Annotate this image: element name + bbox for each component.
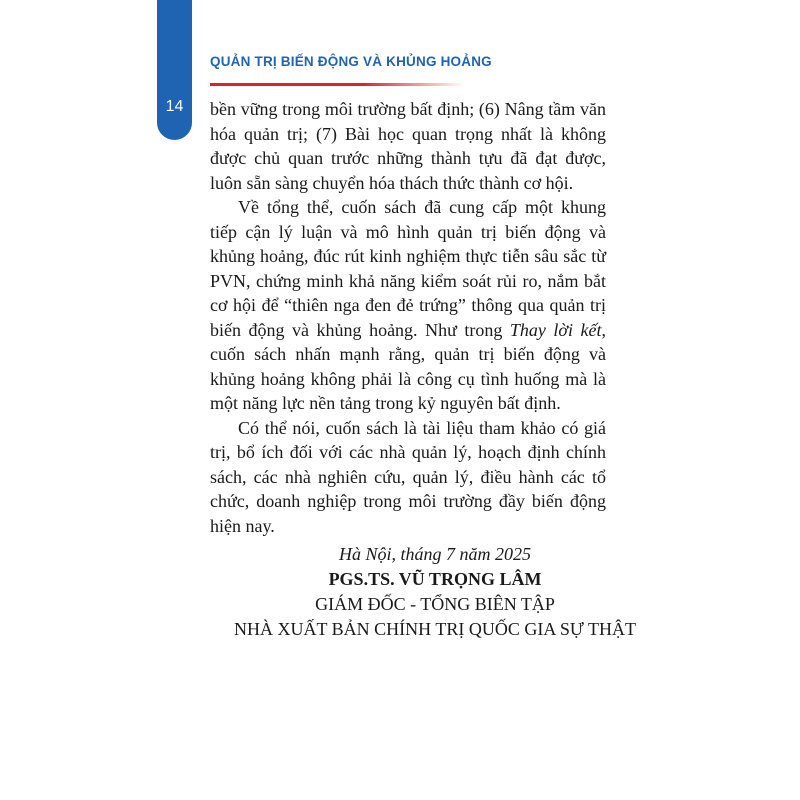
running-title: QUẢN TRỊ BIẾN ĐỘNG VÀ KHỦNG HOẢNG xyxy=(210,54,492,69)
paragraph-2-text-a: Về tổng thể, cuốn sách đã cung cấp một khung tiếp cận lý luận và mô hình quản trị biến động và khủng hoảng, đúc rút kinh nghiệm thực tiễn sâu sắc từ PVN, chứng minh khả năng kiểm soát rủi ro, nắm bắt cơ hội để “thiên nga đen đẻ trứng” thông qua quản trị biến động và khủng hoảng. Như trong xyxy=(210,197,606,340)
author-name: PGS.TS. VŨ TRỌNG LÂM xyxy=(328,569,542,589)
paragraph-1: bền vững trong môi trường bất định; (6) Nâng tầm văn hóa quản trị; (7) Bài học quan trọng nhất là không được chủ quan trước những thành tựu đã đạt được, luôn sẵn sàng chuyển hóa thách thức thành cơ hội. xyxy=(210,99,606,193)
author-position: GIÁM ĐỐC - TỔNG BIÊN TẬP xyxy=(315,594,555,614)
paragraph-2 xyxy=(210,195,606,416)
paragraph-2-text-b: , cuốn sách nhấn mạnh rằng, quản trị biến động và khủng hoảng không phải là công cụ tình huống mà là một năng lực nền tảng trong kỷ nguyên bất định. xyxy=(210,319,607,413)
page-number: 14 xyxy=(165,98,184,115)
signature-block xyxy=(210,542,660,642)
body-text xyxy=(210,97,606,538)
header-divider xyxy=(210,83,465,86)
italic-title: Thay lời kết xyxy=(509,319,602,340)
paragraph-3: Có thể nói, cuốn sách là tài liệu tham khảo có giá trị, bổ ích đối với các nhà quản lý, hoạch định chính sách, các nhà nghiên cứu, quản lý, điều hành các tổ chức, doanh nghiệp trong môi trường đầy biến động hiện nay. xyxy=(210,417,606,536)
page-number-tab xyxy=(157,0,192,140)
publisher-name: NHÀ XUẤT BẢN CHÍNH TRỊ QUỐC GIA SỰ THẬT xyxy=(234,619,636,639)
place-date: Hà Nội, tháng 7 năm 2025 xyxy=(338,544,531,564)
